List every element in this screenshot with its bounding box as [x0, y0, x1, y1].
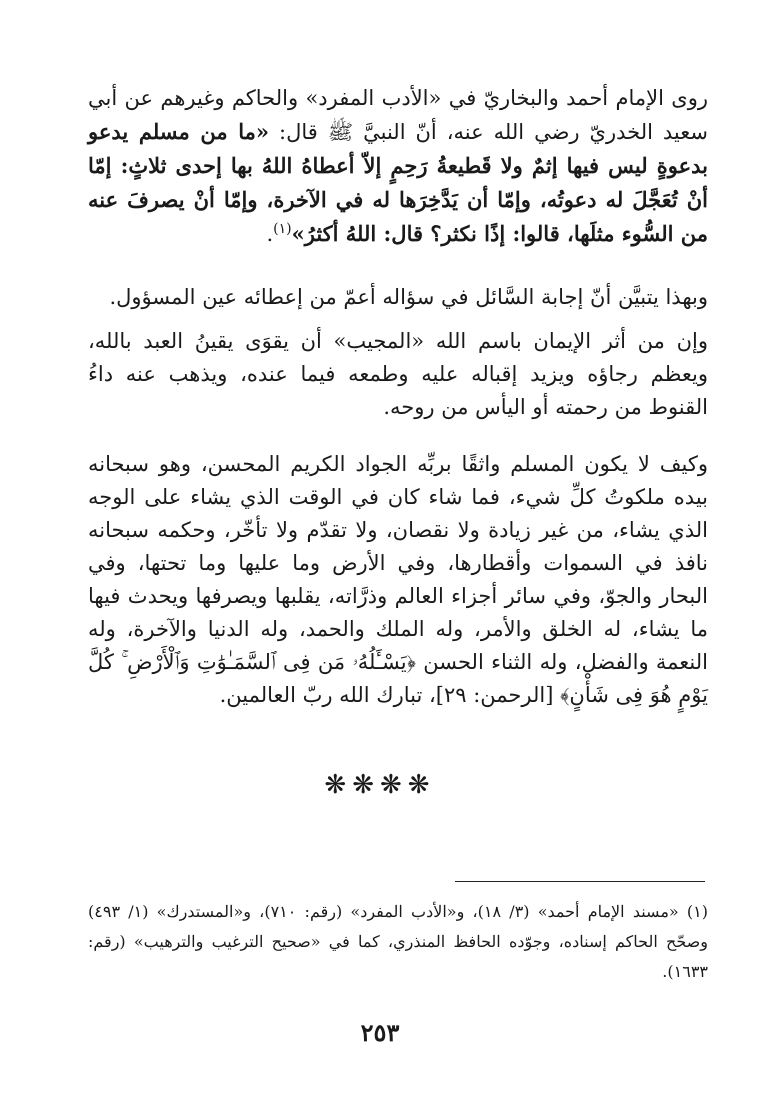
paragraph-intro: روى الإمام أحمد والبخاريّ في «الأدب المفرد» والحاكم وغيرهم عن أبي سعيد الخدريّ رضي الله عنه، أنّ النبيَّ ﷺ قال: [88, 86, 708, 144]
paragraph-trust-text: وكيف لا يكون المسلم واثقًا بربِّه الجواد الكريم المحسن، وهو سبحانه بيده ملكوتُ كلِّ شيء، فما شاء كان في الوقت الذي يشاء على الوجه الذي يشاء، من غير زيادة ولا نقصان، ولا تقدّم ولا تأخّر، وحكمه سبحانه نافذ في السموات وأقطارها، وفي الأرض وما عليها وما تحتها، وفي البحار والجوّ، وفي سائر أجزاء العالم وذرَّاته، يقلبها ويصرفها ويحدث فيها ما يشاء، له الخلق والأمر، وله الملك والحمد، وله الدنيا والآخرة، وله النعمة والفضل، وله الثناء الحسن [88, 452, 709, 674]
paragraph-trust-closing: ، تبارك الله ربّ العالمين. [219, 683, 436, 707]
page-number: ٢٥٣ [360, 1018, 400, 1047]
paragraph-effect-of-faith [88, 325, 708, 424]
footnote-reference[interactable]: (١) [273, 221, 292, 237]
footnote [88, 897, 708, 987]
footnote-text: (١) «مسند الإمام أحمد» (٣/ ١٨)، و«الأدب المفرد» (رقم: ٧١٠)، و«المستدرك» (١/ ٤٩٣) وصحّح الحاكم إسناده، وجوّده الحافظ المنذري، كما في «صحيح الترغيب والترهيب» (رقم: ١٦٣٣). [88, 902, 708, 981]
verse-reference: [الرحمن: ٢٩] [435, 683, 561, 707]
paragraph-end: . [266, 222, 274, 246]
hadith-quote: «ما من مسلم يدعو بدعوةٍ ليس فيها إثمٌ ولا قَطيعةُ رَحِمٍ إلاّ أعطاهُ اللهُ بها إحدى ثلاثٍ: إمّا أنْ تُعَجَّلَ له دعوتُه، وإمّا أن يَدَّخِرَها له في الآخرة، وإمّا أنْ يصرفَ عنه من السُّوء مثلَها، قالوا: إذًا نكثر؟ قال: اللهُ أكثرُ» [88, 119, 708, 246]
paragraph-conclusion-text: وبهذا يتبيَّن أنّ إجابة السَّائل في سؤاله أعمّ من إعطائه عين المسؤول. [109, 285, 708, 309]
paragraph-trust [88, 448, 708, 712]
footnote-divider [455, 881, 705, 882]
paragraph-conclusion [88, 281, 708, 314]
quran-verse: ﴿يَسْـَٔلُهُۥ مَن فِى ٱلسَّمَـٰوَٰتِ وَٱلْأَرْضِ ۚ كُلَّ يَوْمٍ هُوَ فِى شَأْنٍ﴾ [88, 650, 708, 707]
paragraph-hadith [88, 82, 708, 251]
paragraph-effect-of-faith-text: وإن من أثر الإيمان باسم الله «المجيب» أن يقوَى يقينُ العبد بالله، ويعظم رجاؤه ويزيد إقباله عليه وطمعه فيما عنده، ويذهب عنه داءُ القنوط من رحمته أو اليأس من روحه. [88, 329, 708, 419]
section-separator: ❋❋❋❋ [324, 770, 436, 800]
